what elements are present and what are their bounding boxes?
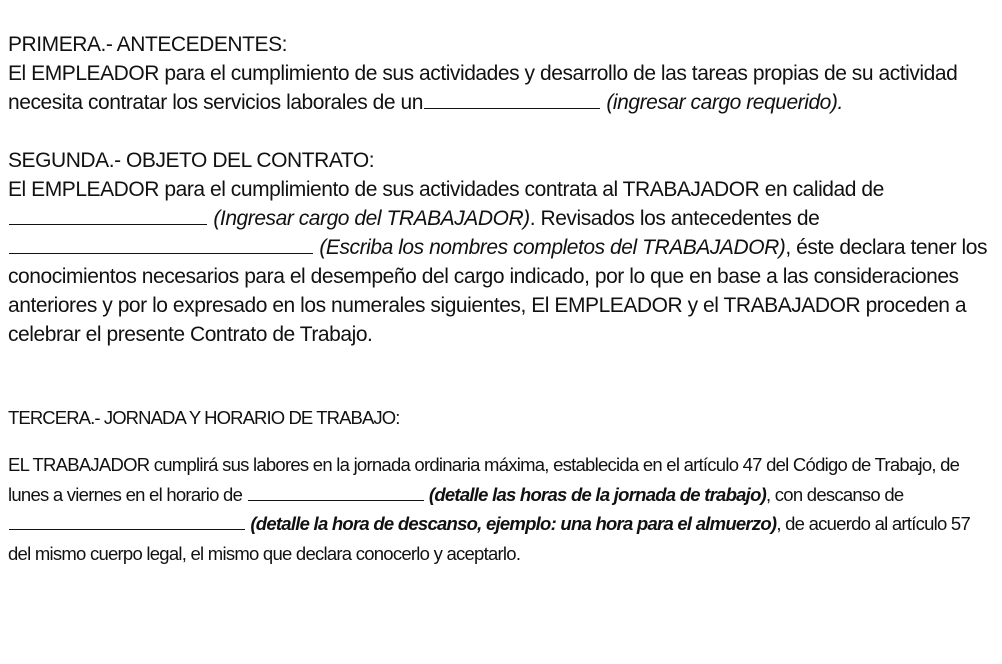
- clause-body: [8, 450, 996, 568]
- clause-heading: SEGUNDA.- OBJETO DEL CONTRATO:: [8, 149, 375, 172]
- instruction-note: (Ingresar cargo del TRABAJADOR): [213, 207, 530, 230]
- clause-text: El EMPLEADOR para el cumplimiento de sus actividades y desarrollo de las tareas propias de su actividad necesita contratar los servicios laborales de un: [8, 62, 958, 114]
- clause-primera: [8, 30, 996, 117]
- clause-body: [8, 175, 996, 349]
- fill-in-blank[interactable]: [9, 222, 207, 225]
- fill-in-blank[interactable]: [9, 251, 313, 254]
- clause-body: [8, 59, 996, 117]
- instruction-note: (detalle las horas de la jornada de trabajo): [428, 483, 767, 505]
- clause-text: El EMPLEADOR para el cumplimiento de sus actividades contrata al TRABAJADOR en calidad de: [8, 178, 884, 201]
- clause-heading: TERCERA.- JORNADA Y HORARIO DE TRABAJO:: [8, 407, 400, 428]
- clause-text: , de acuerdo al artículo 57 del mismo cuerpo legal, el mismo que declara conocerlo y aceptarlo.: [8, 513, 971, 564]
- fill-in-blank[interactable]: [248, 498, 424, 501]
- fill-in-blank[interactable]: [424, 106, 600, 109]
- instruction-note: (ingresar cargo requerido).: [606, 91, 843, 114]
- contract-document: [8, 30, 996, 568]
- clause-text: , éste declara tener los conocimientos necesarios para el desempeño del cargo indicado, por lo que en base a las consideraciones anteriores y por lo expresado en los numerales siguientes, El EMPLEADOR y el TRABAJADOR proceden a celebrar el presente Contrato de Trabajo.: [8, 236, 987, 346]
- clause-segunda: [8, 146, 996, 349]
- instruction-note: (Escriba los nombres completos del TRABAJADOR): [319, 236, 786, 259]
- instruction-note: (detalle la hora de descanso, ejemplo: una hora para el almuerzo): [250, 513, 777, 534]
- clause-text: . Revisados los antecedentes de: [529, 207, 820, 230]
- clause-heading: PRIMERA.- ANTECEDENTES:: [8, 33, 288, 56]
- clause-text: EL TRABAJADOR cumplirá sus labores en la jornada ordinaria máxima, establecida en el artículo 47 del Código de Trabajo, de lunes a viernes en el horario de: [8, 454, 960, 505]
- fill-in-blank[interactable]: [9, 527, 245, 530]
- clause-text: , con descanso de: [766, 483, 904, 505]
- clause-tercera: [8, 403, 996, 568]
